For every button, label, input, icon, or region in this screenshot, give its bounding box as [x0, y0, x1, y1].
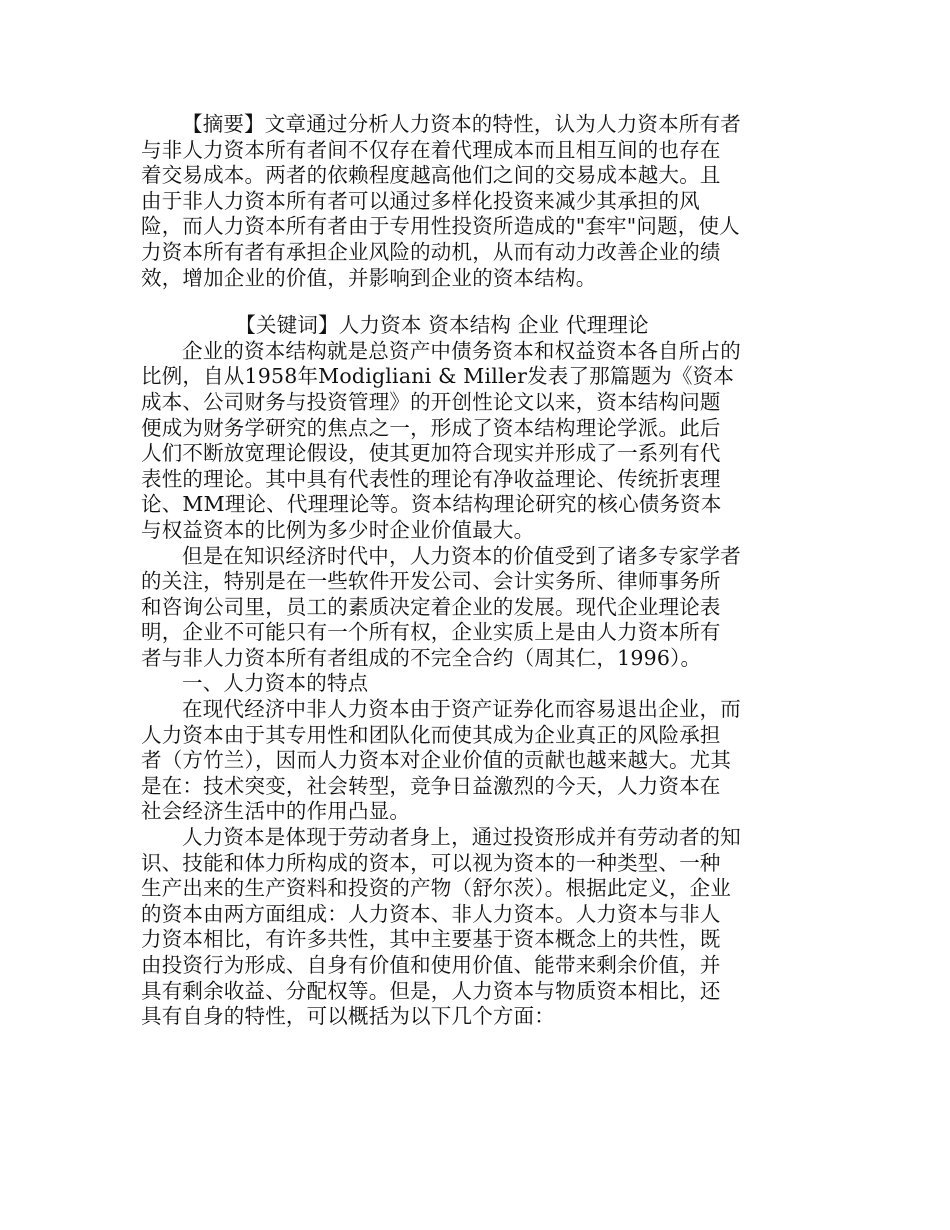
section-heading-human-capital-features: 一、人力资本的特点	[182, 671, 369, 696]
abstract-paragraph: 【摘要】文章通过分析人力资本的特性，认为人力资本所有者与非人力资本所有者间不仅存在着代理成本而且相互间的也存在着交易成本。两者的依赖程度越高他们之间的交易成本越大。且由于非人力资本所有者可以通过多样化投资来减少其承担的风险，而人力资本所有者由于专用性投资所造成的"套牢"问题，使人力资本所有者有承担企业风险的动机，从而有动力改善企业的绩效，增加企业的价值，并影响到企业的资本结构。	[141, 112, 741, 290]
body-paragraph-human-capital-definition: 人力资本是体现于劳动者身上，通过投资形成并有劳动者的知识、技能和体力所构成的资本，可以视为资本的一种类型、一种生产出来的生产资料和投资的产物（舒尔茨）。根据此定义，企业的资本由两方面组成：人力资本、非人力资本。人力资本与非人力资本相比，有许多共性，其中主要基于资本概念上的共性，既由投资行为形成、自身有价值和使用价值、能带来剩余价值，并具有剩余收益、分配权等。但是，人力资本与物质资本相比，还具有自身的特性，可以概括为以下几个方面：	[141, 825, 741, 1029]
body-paragraph-risk-bearer: 在现代经济中非人力资本由于资产证券化而容易退出企业，而人力资本由于其专用性和团队化而使其成为企业真正的风险承担者（方竹兰），因而人力资本对企业价值的贡献也越来越大。尤其是在：技术突变，社会转型，竞争日益激烈的今天，人力资本在社会经济生活中的作用凸显。	[141, 697, 741, 824]
body-paragraph-knowledge-economy: 但是在知识经济时代中，人力资本的价值受到了诸多专家学者的关注，特别是在一些软件开发公司、会计实务所、律师事务所和咨询公司里，员工的素质决定着企业的发展。现代企业理论表明，企业不可能只有一个所有权，企业实质上是由人力资本所有者与非人力资本所有者组成的不完全合约（周其仁，1996）。	[141, 543, 741, 670]
body-paragraph-capital-structure: 企业的资本结构就是总资产中债务资本和权益资本各自所占的比例，自从1958年Modigliani & Miller发表了那篇题为《资本成本、公司财务与投资管理》的开创性论文以来，资本结构问题便成为财务学研究的焦点之一，形成了资本结构理论学派。此后人们不断放宽理论假设，使其更加符合现实并形成了一系列有代表性的理论。其中具有代表性的理论有净收益理论、传统折衷理论、MM理论、代理理论等。资本结构理论研究的核心债务资本与权益资本的比例为多少时企业价值最大。	[141, 338, 741, 542]
keywords-line: 【关键词】人力资本 资本结构 企业 代理理论	[235, 313, 649, 338]
document-page	[141, 112, 741, 1030]
